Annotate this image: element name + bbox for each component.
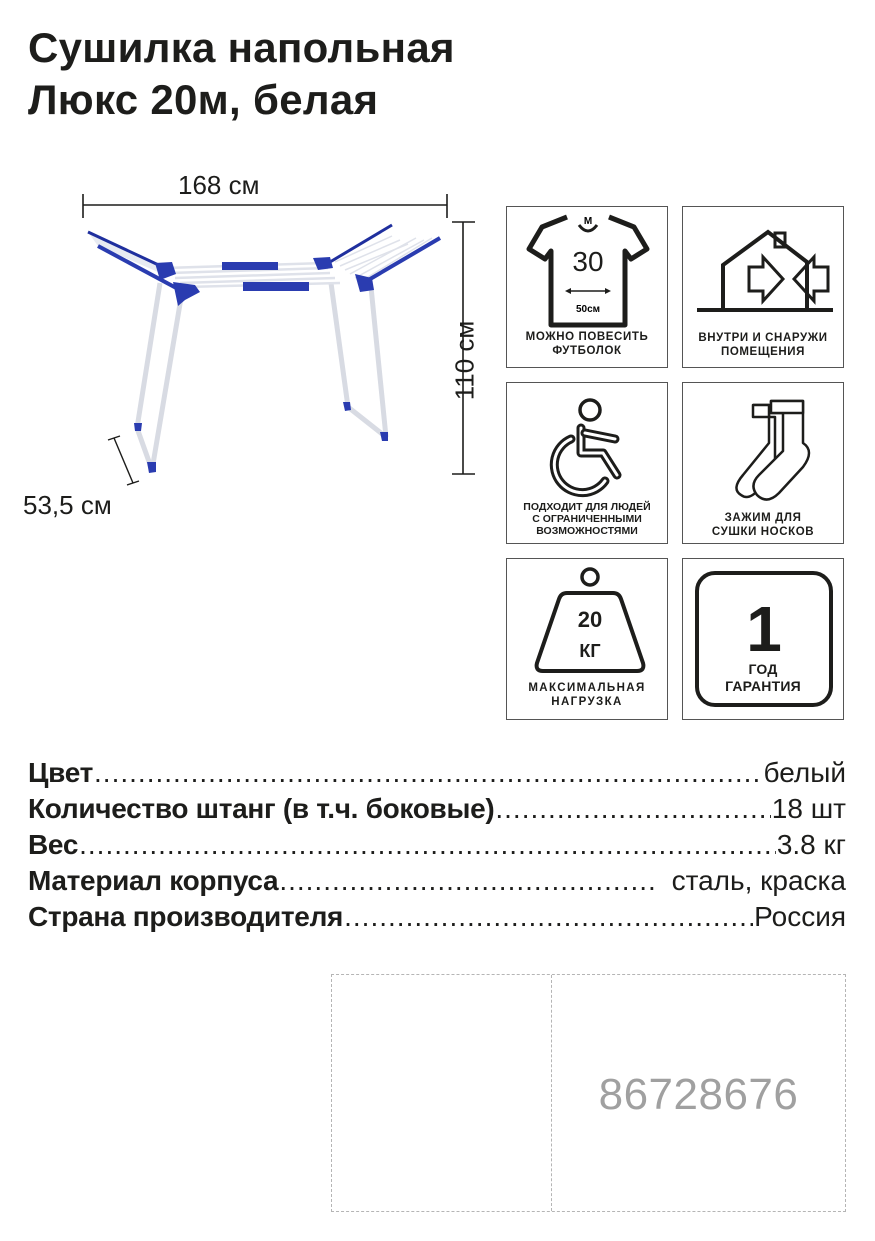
feature-card-socks-clip xyxy=(682,382,844,544)
dot-leader xyxy=(94,755,763,791)
spec-value: сталь, краска xyxy=(656,865,846,896)
spec-label: Страна производителя xyxy=(28,901,344,932)
feature-card-indoor-outdoor xyxy=(682,206,844,368)
depth-dimension-line xyxy=(108,436,139,485)
spec-row-weight xyxy=(28,827,846,863)
sticker-area xyxy=(331,974,846,1212)
spec-row-country xyxy=(28,899,846,935)
dryer-product-image xyxy=(0,160,490,530)
article-number: 86728676 xyxy=(598,1070,799,1119)
feature-card-warranty xyxy=(682,558,844,720)
svg-text:50см: 50см xyxy=(575,304,601,315)
specifications-list xyxy=(28,755,846,935)
spec-value: Россия xyxy=(754,901,846,932)
warranty-icon xyxy=(683,559,845,721)
product-title xyxy=(28,22,455,126)
spec-label: Вес xyxy=(28,829,79,860)
product-title-line-1: Сушилка напольная xyxy=(28,24,455,71)
depth-label: 53,5 см xyxy=(23,490,112,520)
product-title-line-2: Люкс 20м, белая xyxy=(28,76,379,123)
feature-caption: МОЖНО ПОВЕСИТЬ ФУТБОЛОК xyxy=(525,331,649,357)
svg-text:1: 1 xyxy=(746,593,782,665)
spec-row-color xyxy=(28,755,846,791)
width-label: 168 см xyxy=(178,170,260,200)
dot-leader xyxy=(495,791,770,827)
svg-text:КГ: КГ xyxy=(579,641,601,661)
svg-text:M: M xyxy=(583,216,593,227)
feature-caption: ВНУТРИ И СНАРУЖИ ПОМЕЩЕНИЯ xyxy=(698,332,828,358)
svg-text:30: 30 xyxy=(572,246,604,277)
feature-caption: ГОД ГАРАНТИЯ xyxy=(725,661,801,694)
feature-caption: ПОДХОДИТ ДЛЯ ЛЮДЕЙ С ОГРАНИЧЕННЫМИ ВОЗМОЖНОСТЯМИ xyxy=(523,501,651,537)
feature-caption: ЗАЖИМ ДЛЯ СУШКИ НОСКОВ xyxy=(711,512,815,538)
spec-row-material xyxy=(28,863,846,899)
spec-value: белый xyxy=(763,757,846,788)
dryer-frame xyxy=(88,225,440,473)
feature-card-max-load xyxy=(506,558,668,720)
spec-label: Количество штанг (в т.ч. боковые) xyxy=(28,793,495,824)
width-dimension-line xyxy=(83,194,447,218)
spec-value: 3.8 кг xyxy=(776,829,846,860)
spec-label: Цвет xyxy=(28,757,94,788)
feature-caption: МАКСИМАЛЬНАЯ НАГРУЗКА xyxy=(528,682,646,708)
dot-leader xyxy=(79,827,776,863)
feature-card-accessible xyxy=(506,382,668,544)
dot-leader xyxy=(279,863,655,899)
feature-card-tshirts xyxy=(506,206,668,368)
height-label: 110 см xyxy=(449,320,480,401)
svg-text:20: 20 xyxy=(577,607,603,632)
dot-leader xyxy=(344,899,753,935)
spec-label: Материал корпуса xyxy=(28,865,279,896)
spec-value: 18 шт xyxy=(771,793,846,824)
spec-row-bars xyxy=(28,791,846,827)
